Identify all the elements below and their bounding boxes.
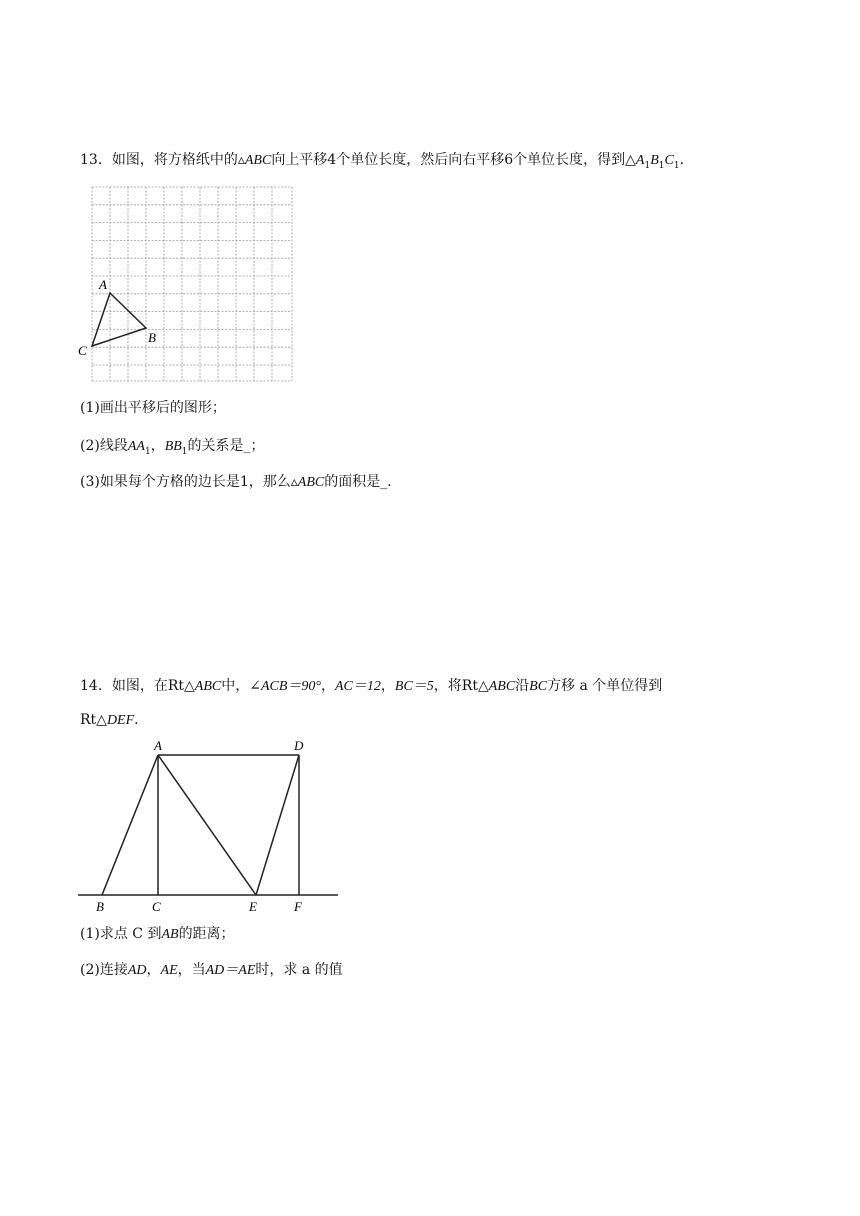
q13-sub: 1 <box>658 160 665 171</box>
q13-text-b: 向上平移4个单位长度，然后向右平移6个单位长度，得到 <box>271 152 626 168</box>
q13-grid <box>92 187 292 381</box>
q14-number: 14． <box>80 678 112 694</box>
q13-bb: BB <box>164 439 182 454</box>
q14-label-c: C <box>152 899 161 914</box>
q14-angle: ∠ACB＝90° <box>249 679 321 694</box>
q14-text-e: 方移 a 个单位得到 <box>547 678 663 694</box>
q14-text-d: 沿 <box>515 678 530 694</box>
q14-sub2-post: 时，求 a 的值 <box>255 962 343 978</box>
q13-label-b: B <box>148 330 156 345</box>
q13-sub: 1 <box>181 446 188 457</box>
q13-grid-figure <box>76 183 296 385</box>
q13-b1: B <box>650 153 659 168</box>
q14-label-b: B <box>96 899 104 914</box>
q14-ad: AD <box>127 963 147 978</box>
q13-label-c: C <box>78 343 87 358</box>
q14-label-a: A <box>154 738 162 753</box>
q13-sep: ， <box>150 438 165 454</box>
q13-sub: 1 <box>144 446 151 457</box>
q14-text-a: 如图，在Rt△ <box>111 678 195 694</box>
q14-line2-end: ． <box>134 712 149 728</box>
q13-sub3-post: 的面积是_． <box>324 474 402 490</box>
q13-number: 13． <box>80 152 112 168</box>
q13-a1: A <box>635 153 645 168</box>
q14-figure <box>76 734 346 916</box>
q14-eq: AD＝AE <box>205 963 256 978</box>
q14-ac: AC＝12 <box>335 679 381 694</box>
q14-segment-ab <box>102 755 158 895</box>
q13-sub2 <box>80 436 265 462</box>
q13-sub3 <box>80 472 401 493</box>
q14-sub2 <box>80 960 343 981</box>
q14-segment-ae <box>158 755 256 895</box>
q13-sub2-pre: (2)线段 <box>80 438 128 454</box>
q14-comma: ， <box>146 962 161 978</box>
q13-abc: ABC <box>244 153 272 168</box>
q14-abc: ABC <box>488 679 516 694</box>
q14-comma: ， <box>321 678 335 694</box>
q14-comma: ， <box>380 678 395 694</box>
q14-abc: ABC <box>194 679 222 694</box>
q13-triangle-symbol: ▵ <box>237 152 245 168</box>
q14-line2-pre: Rt△ <box>80 712 107 728</box>
q13-abc: ABC <box>297 475 325 490</box>
q14-bc: BC＝5 <box>394 679 434 694</box>
q14-ab: AB <box>161 927 179 942</box>
q13-triangle-symbol: ▵ <box>290 474 298 490</box>
q13-sub2-post: 的关系是_； <box>187 438 265 454</box>
q14-stem <box>80 676 662 697</box>
q13-triangle-abc <box>92 293 146 346</box>
q14-sub1-pre: (1)求点 C 到 <box>80 926 162 942</box>
q14-bc-dir: BC <box>529 679 548 694</box>
q14-ae: AE <box>160 963 178 978</box>
q14-segment-de <box>256 755 299 895</box>
q13-stem <box>80 150 694 176</box>
q13-sub: 1 <box>673 160 680 171</box>
q14-def: DEF <box>106 713 135 728</box>
q13-aa: AA <box>127 439 145 454</box>
q14-text-b: 中， <box>221 678 250 694</box>
q14-text-c: ，将Rt△ <box>433 678 489 694</box>
q13-text-a: 如图，将方格纸中的 <box>111 152 238 168</box>
q13-c1: C <box>664 153 674 168</box>
q13-sub3-pre: (3)如果每个方格的边长是1，那么 <box>80 474 291 490</box>
q14-label-d: D <box>294 738 304 753</box>
q13-end: ． <box>679 152 694 168</box>
q13-sub: 1 <box>644 160 651 171</box>
q14-sub2-pre: (2)连接 <box>80 962 128 978</box>
q14-sub1-post: 的距离； <box>178 926 235 942</box>
q14-label-f: F <box>294 899 302 914</box>
q14-label-e: E <box>249 899 257 914</box>
q14-sub1 <box>80 924 235 945</box>
q13-sub1: (1)画出平移后的图形； <box>80 400 226 416</box>
q14-sub2-mid: ，当 <box>177 962 206 978</box>
q13-label-a: A <box>99 277 107 292</box>
q14-stem-line2 <box>80 710 148 731</box>
q13-triangle-symbol-2: △ <box>625 152 636 168</box>
